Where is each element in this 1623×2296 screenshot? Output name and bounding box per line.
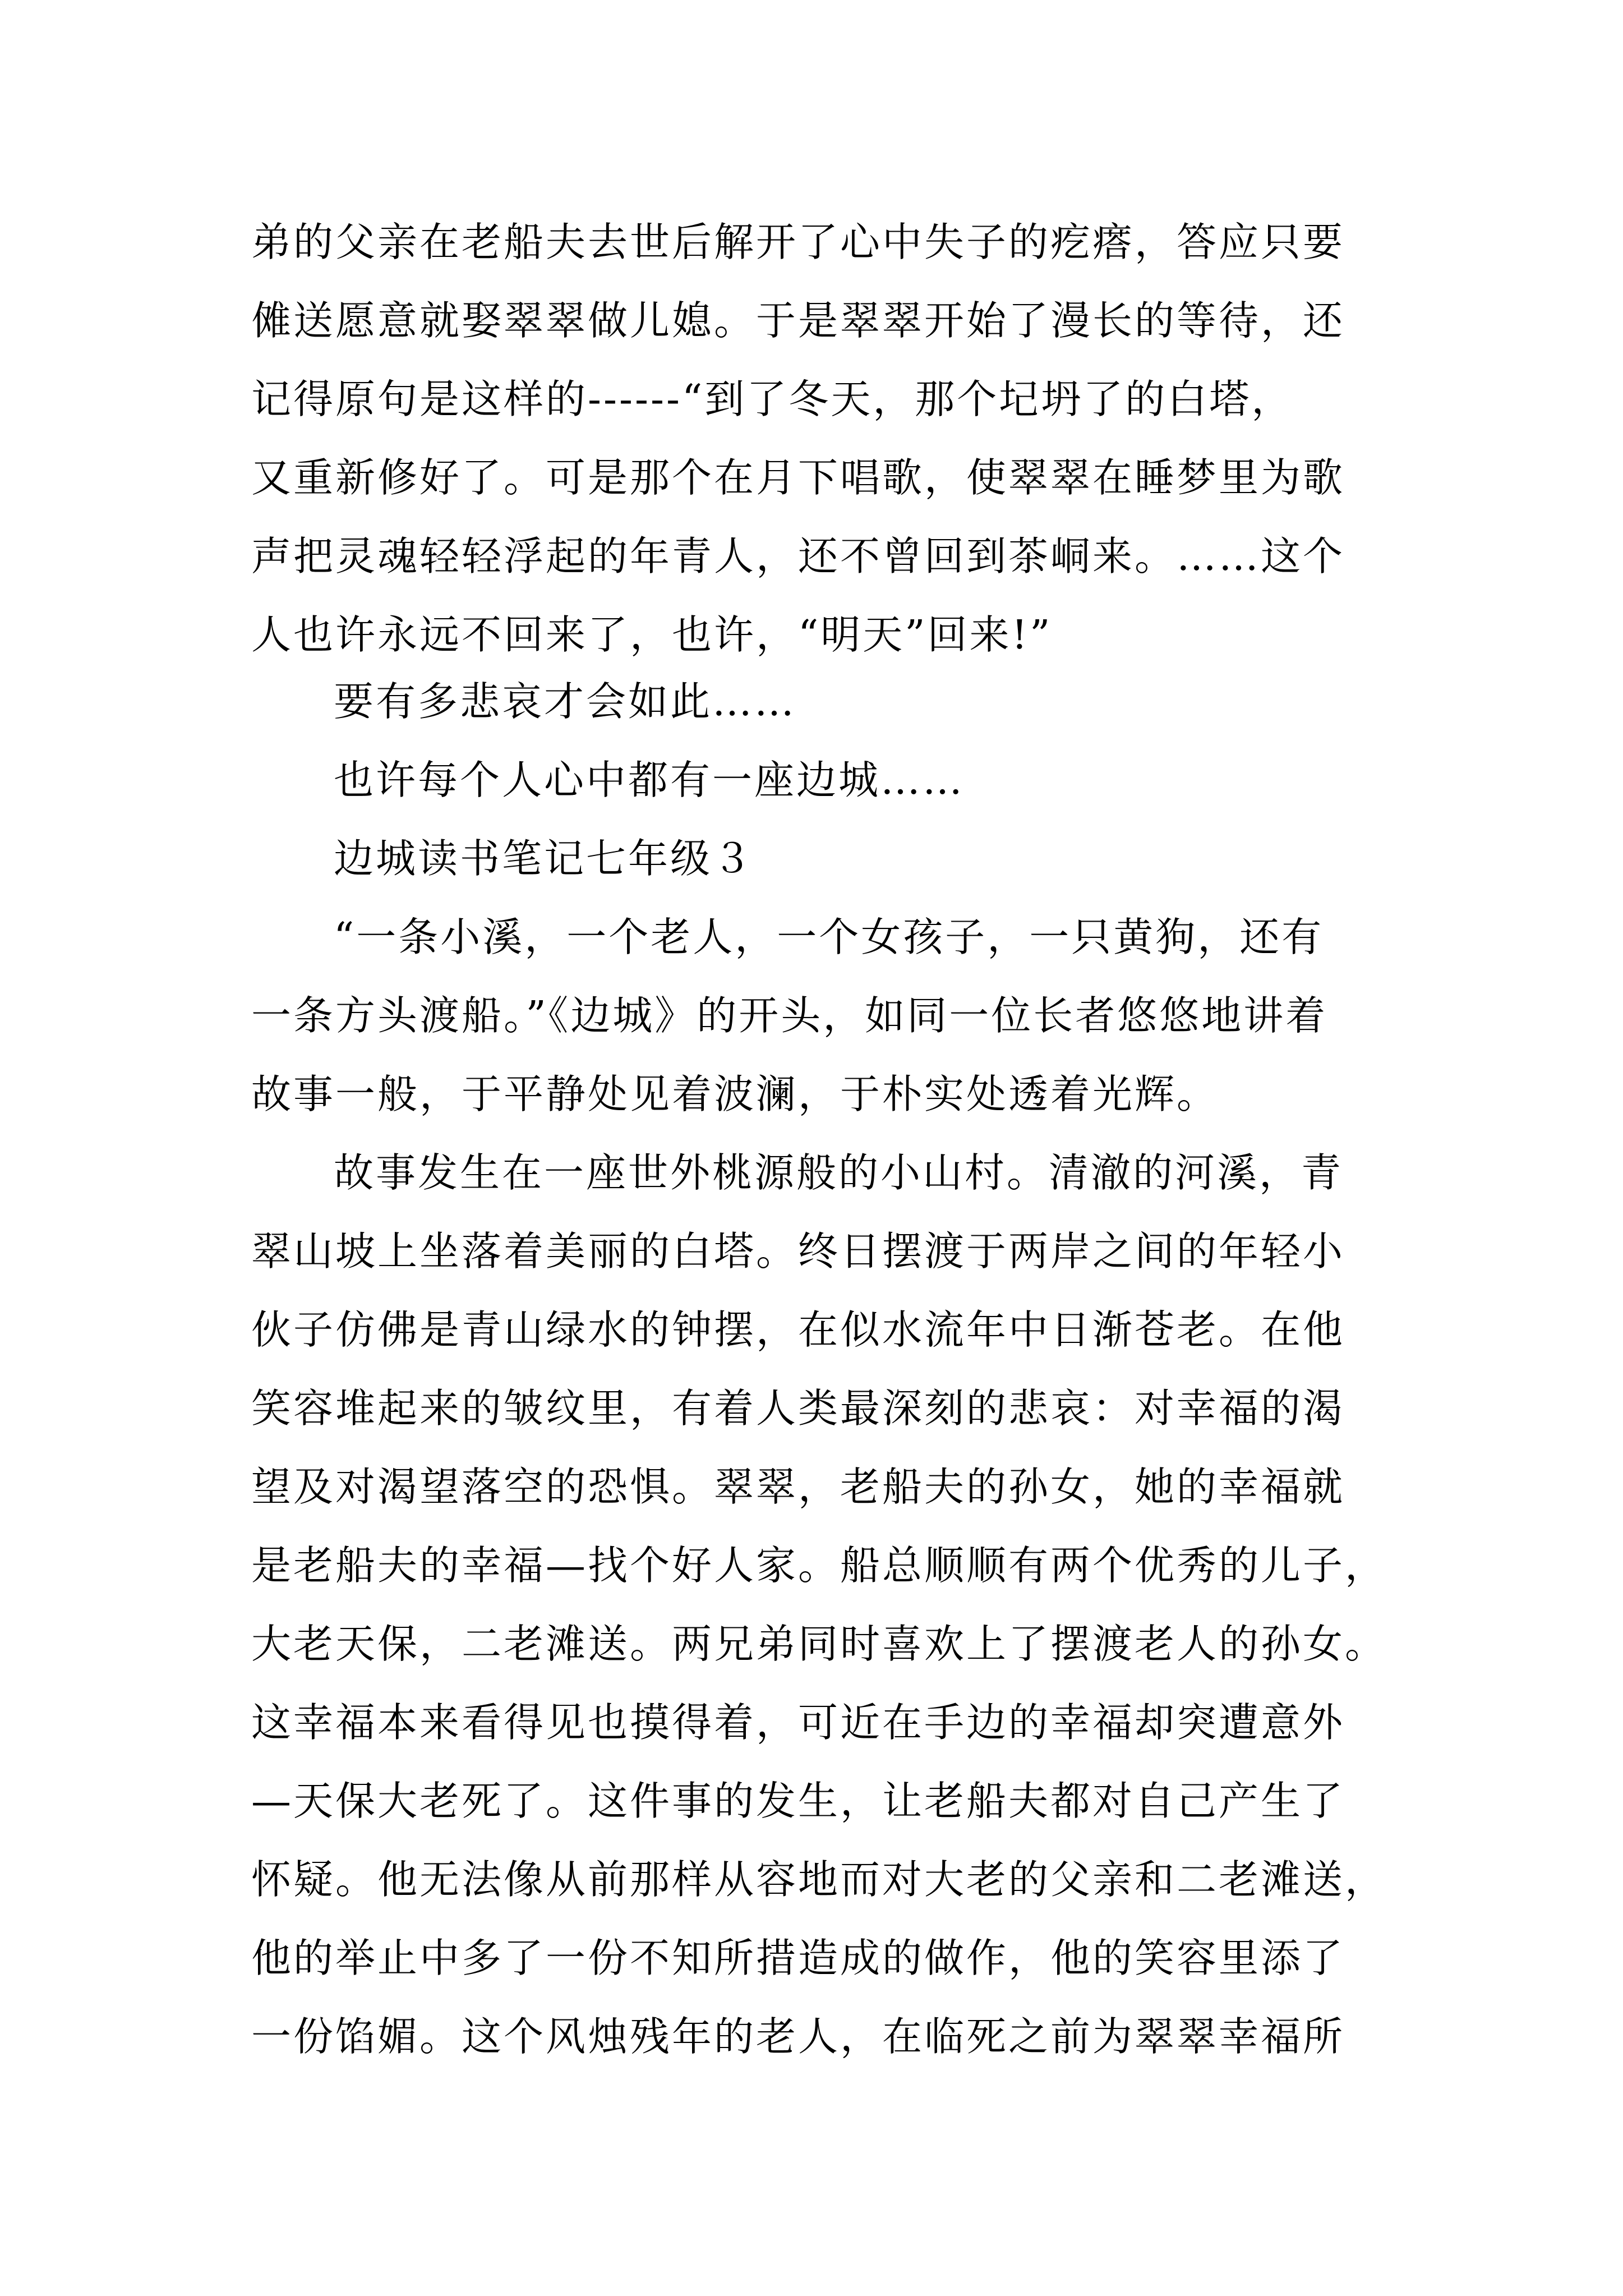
text-line: 人也许永远不回来了，也许，“明天”回来!” [251, 611, 1053, 658]
text-line: 故事一般，于平静处见着波澜，于朴实处透着光辉。 [251, 1071, 1219, 1117]
text-line: 笑容堆起来的皱纹里，有着人类最深刻的悲哀：对幸福的渴 [251, 1385, 1345, 1432]
text-line: “一条小溪，一个老人，一个女孩子，一只黄狗，还有 [334, 914, 1324, 960]
text-line: 怀疑。他无法像从前那样从容地而对大老的父亲和二老滩送， [251, 1856, 1387, 1903]
text-line: 记得原句是这样的------“到了冬天，那个圮坍了的白塔， [251, 376, 1294, 422]
text-line: —天保大老死了。这件事的发生，让老船夫都对自己产生了 [251, 1778, 1345, 1824]
text-line: 弟的父亲在老船夫去世后解开了心中失子的疙瘩，答应只要 [251, 219, 1345, 265]
text-line: 翠山坡上坐落着美丽的白塔。终日摆渡于两岸之间的年轻小 [251, 1228, 1345, 1274]
text-line: 一条方头渡船。”《边城》的开头，如同一位长者悠悠地讲着 [251, 992, 1328, 1039]
text-line: 望及对渴望落空的恐惧。翠翠，老船夫的孙女，她的幸福就 [251, 1464, 1345, 1510]
text-line: 又重新修好了。可是那个在月下唱歌，使翠翠在睡梦里为歌 [251, 454, 1345, 501]
text-line: 是老船夫的幸福—找个好人家。船总顺顺有两个优秀的儿子， [251, 1542, 1387, 1589]
text-line: 故事发生在一座世外桃源般的小山村。清澈的河溪，青 [334, 1149, 1344, 1196]
text-line: 傩送愿意就娶翠翠做儿媳。于是翠翠开始了漫长的等待，还 [251, 297, 1345, 344]
text-line: 要有多悲哀才会如此…… [334, 678, 797, 725]
text-line: 他的举止中多了一份不知所措造成的做作，他的笑容里添了 [251, 1935, 1345, 1981]
text-line: 声把灵魂轻轻浮起的年青人，还不曾回到茶峒来。……这个 [251, 533, 1345, 579]
section-heading: 边城读书笔记七年级３ [334, 835, 755, 882]
text-line: 也许每个人心中都有一座边城…… [334, 757, 965, 803]
text-line: 这幸福本来看得见也摸得着，可近在手边的幸福却突遭意外 [251, 1699, 1345, 1746]
text-line: 大老天保，二老滩送。两兄弟同时喜欢上了摆渡老人的孙女。 [251, 1621, 1387, 1667]
text-line: 一份馅媚。这个风烛残年的老人，在临死之前为翠翠幸福所 [251, 2013, 1345, 2060]
text-line: 伙子仿佛是青山绿水的钟摆，在似水流年中日渐苍老。在他 [251, 1306, 1345, 1353]
